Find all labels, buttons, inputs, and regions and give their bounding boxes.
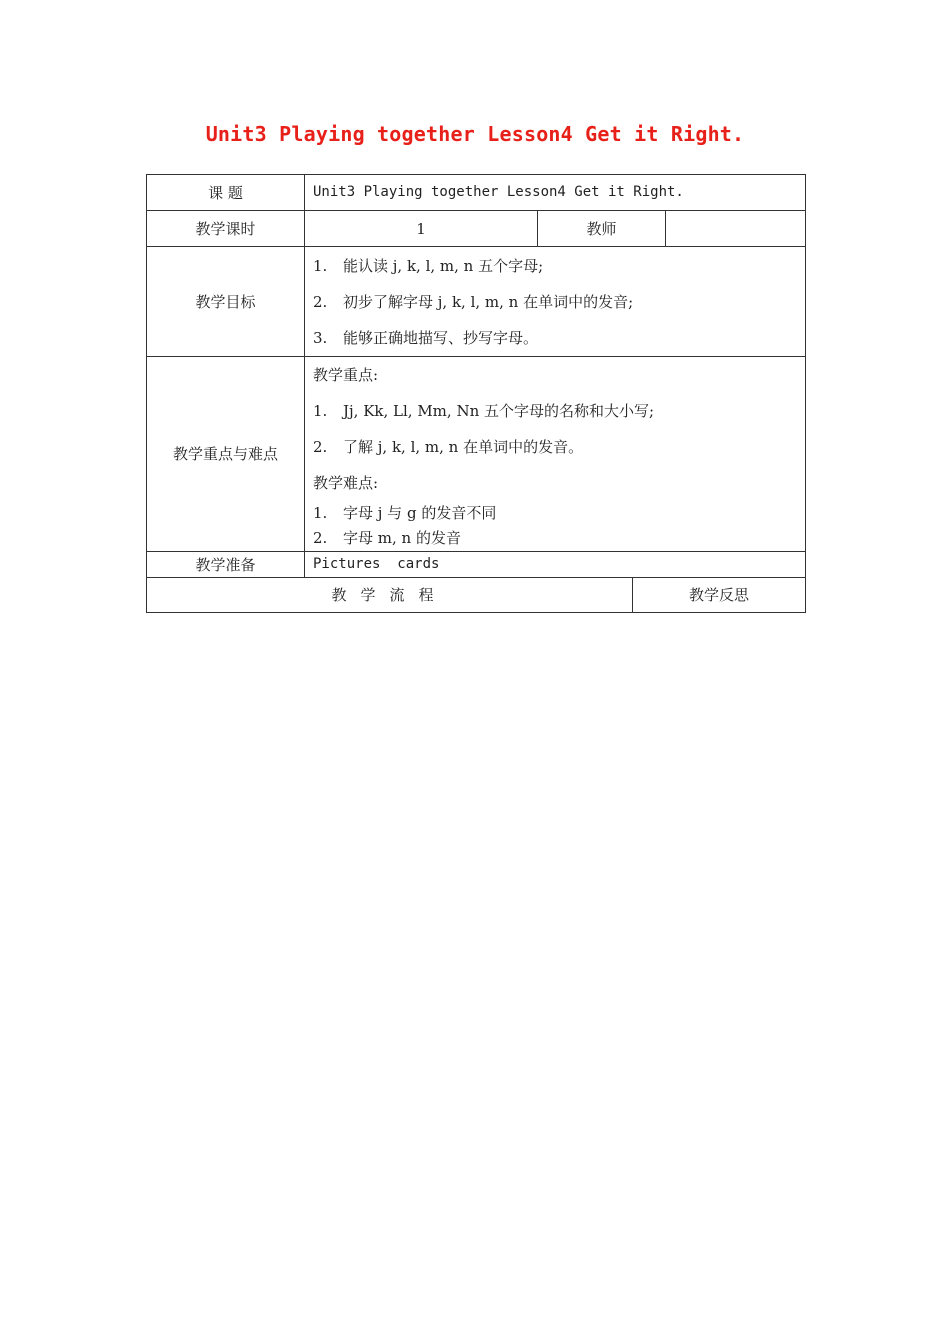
period-label: 教学课时 — [147, 211, 305, 247]
topic-value: Unit3 Playing together Lesson4 Get it Right. — [305, 175, 806, 211]
goals-label: 教学目标 — [147, 247, 305, 357]
teacher-label: 教师 — [538, 211, 666, 247]
keypoints-content — [305, 357, 806, 552]
difficult-point-item: 1. 字母 j 与 g 的发音不同 — [313, 504, 497, 522]
process-row — [147, 578, 806, 613]
goals-list — [305, 247, 806, 357]
lesson-plan-table — [146, 174, 806, 613]
key-heading: 教学重点: — [313, 366, 379, 384]
prep-label: 教学准备 — [147, 552, 305, 578]
prep-value: Pictures cards — [305, 552, 806, 578]
difficult-point-item: 2. 字母 m, n 的发音 — [313, 529, 461, 547]
difficult-heading: 教学难点: — [313, 474, 379, 492]
prep-row — [147, 552, 806, 578]
goal-item: 3. 能够正确地描写、抄写字母。 — [313, 328, 539, 347]
page-title: Unit3 Playing together Lesson4 Get it Right. — [205, 122, 745, 146]
goals-row — [147, 247, 806, 357]
keypoints-row — [147, 357, 806, 552]
period-row — [147, 211, 806, 247]
goal-item: 2. 初步了解字母 j, k, l, m, n 在单词中的发音; — [313, 292, 634, 311]
key-point-item: 2. 了解 j, k, l, m, n 在单词中的发音。 — [313, 438, 584, 456]
process-label: 教学流程 — [147, 578, 633, 613]
period-value: 1 — [305, 211, 538, 247]
teacher-value — [666, 211, 806, 247]
topic-label: 课 题 — [147, 175, 305, 211]
keypoints-label: 教学重点与难点 — [147, 357, 305, 552]
topic-row — [147, 175, 806, 211]
key-point-item: 1. Jj, Kk, Ll, Mm, Nn 五个字母的名称和大小写; — [313, 402, 655, 420]
reflection-label: 教学反思 — [633, 578, 806, 613]
goal-item: 1. 能认读 j, k, l, m, n 五个字母; — [313, 256, 544, 275]
